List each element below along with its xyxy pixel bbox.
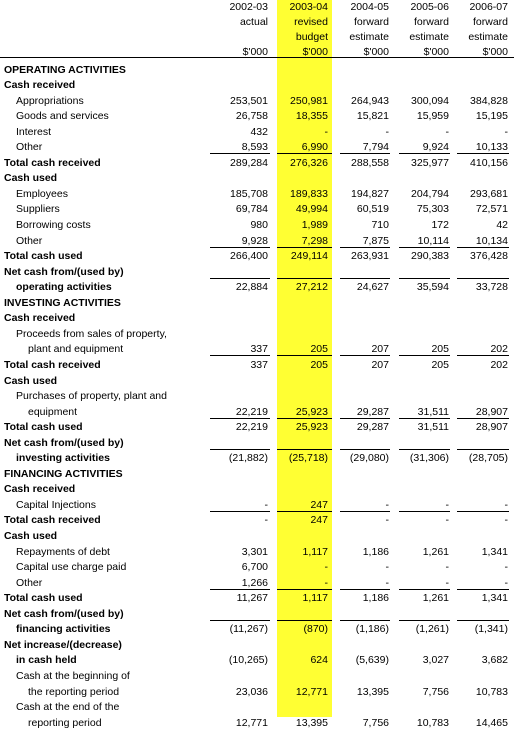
cell-2002-03: 289,284 (230, 156, 268, 169)
cell-2006-07: - (504, 498, 508, 511)
cell-2006-07: 33,728 (475, 281, 508, 294)
table-row (0, 558, 514, 574)
total-rule (399, 589, 450, 590)
total-rule (210, 620, 270, 621)
cell-2006-07: 10,783 (475, 685, 508, 698)
cell-2006-07: 15,195 (475, 110, 508, 123)
total-rule (277, 511, 332, 512)
cell-2006-07: 10,134 (475, 234, 508, 247)
row-label: Total cash received (4, 156, 101, 169)
cell-2005-06: 10,783 (416, 716, 449, 729)
row-label: Proceeds from sales of property, (16, 327, 167, 340)
cell-2002-03: (10,265) (228, 654, 268, 667)
table-row (0, 216, 514, 232)
cell-2004-05: 207 (371, 358, 389, 371)
table-row (0, 324, 514, 340)
cell-2004-05: 710 (371, 219, 389, 232)
cell-2003-04: - (324, 576, 328, 589)
cell-2002-03: (21,882) (228, 452, 268, 465)
cell-2002-03: 6,700 (241, 561, 268, 574)
cell-2004-05: 7,756 (362, 716, 389, 729)
row-label: Goods and services (16, 110, 109, 123)
cell-2006-07: 14,465 (475, 716, 508, 729)
cell-2005-06: 205 (431, 358, 449, 371)
cell-2002-03: (11,267) (229, 623, 268, 636)
cell-2006-07: 28,907 (475, 421, 508, 434)
header-line3-4: estimate (468, 31, 508, 43)
row-label: Other (16, 234, 43, 247)
cell-2004-05: 15,821 (356, 110, 389, 123)
header-years-4: 2006-07 (469, 1, 508, 13)
table-row (0, 122, 514, 138)
cell-2003-04: 205 (310, 343, 328, 356)
total-rule (340, 449, 390, 450)
total-rule (340, 278, 390, 279)
row-label: Capital Injections (16, 498, 96, 511)
table-row (0, 387, 514, 403)
row-label: Appropriations (16, 94, 84, 107)
cell-2003-04: 247 (310, 514, 328, 527)
row-label: Total cash received (4, 358, 101, 371)
cell-2006-07: 72,571 (475, 203, 508, 216)
cell-2002-03: 3,301 (241, 545, 268, 558)
cell-2002-03: 980 (250, 219, 268, 232)
table-row (0, 138, 514, 154)
cell-2006-07: 202 (490, 358, 508, 371)
row-label: FINANCING ACTIVITIES (4, 467, 123, 480)
header-line2-3: forward (413, 16, 449, 28)
cell-2004-05: - (385, 498, 389, 511)
cell-2004-05: 7,794 (362, 141, 389, 154)
row-label: Borrowing costs (16, 219, 91, 232)
table-row (0, 464, 514, 480)
cell-2003-04: 25,923 (295, 421, 328, 434)
cell-2002-03: 266,400 (230, 250, 268, 263)
header-years-3: 2005-06 (410, 1, 449, 13)
cell-2003-04: - (324, 561, 328, 574)
cell-2002-03: - (264, 498, 268, 511)
total-rule (210, 449, 270, 450)
cell-2005-06: 10,114 (417, 234, 449, 247)
row-label: the reporting period (28, 685, 120, 698)
table-row (0, 355, 514, 371)
row-label: Cash used (4, 530, 58, 543)
total-rule (210, 247, 270, 248)
total-rule (210, 589, 270, 590)
table-row (0, 713, 514, 729)
total-rule (457, 355, 509, 356)
row-label: Suppliers (16, 203, 60, 216)
total-rule (340, 355, 390, 356)
table-row (0, 620, 514, 636)
table-row (0, 184, 514, 200)
table-row (0, 309, 514, 325)
cell-2005-06: 204,794 (411, 187, 449, 200)
cell-2004-05: - (385, 125, 389, 138)
row-label: Cash used (4, 374, 58, 387)
row-label: Repayments of debt (16, 545, 110, 558)
total-rule (399, 278, 450, 279)
cell-2002-03: 22,219 (235, 421, 268, 434)
cell-2006-07: - (504, 576, 508, 589)
cell-2004-05: 194,827 (351, 187, 389, 200)
table-row (0, 511, 514, 527)
cell-2003-04: - (324, 125, 328, 138)
header-units-4: $'000 (482, 46, 508, 58)
table-row (0, 153, 514, 169)
cell-2005-06: 9,924 (422, 141, 449, 154)
cell-2002-03: 432 (250, 125, 268, 138)
header-line2-4: forward (472, 16, 508, 28)
total-rule (277, 620, 332, 621)
cell-2006-07: - (504, 514, 508, 527)
table-row (0, 698, 514, 714)
table-row (0, 604, 514, 620)
cell-2003-04: 1,989 (301, 219, 328, 232)
cell-2004-05: 1,186 (362, 592, 389, 605)
cell-2006-07: 3,682 (481, 654, 508, 667)
table-row (0, 682, 514, 698)
cell-2005-06: 31,511 (417, 421, 449, 434)
table-row (0, 169, 514, 185)
header-line3-1: budget (295, 31, 328, 43)
cell-2004-05: (5,639) (355, 654, 389, 667)
row-label: equipment (28, 405, 78, 418)
cell-2004-05: 29,287 (356, 421, 389, 434)
row-label: plant and equipment (28, 343, 124, 356)
cell-2004-05: - (385, 561, 389, 574)
cell-2006-07: 28,907 (475, 405, 508, 418)
table-row (0, 247, 514, 263)
cell-2006-07: 10,133 (475, 141, 508, 154)
cell-2004-05: 29,287 (356, 405, 389, 418)
column-header (0, 0, 514, 56)
cell-2003-04: 18,355 (295, 110, 328, 123)
total-rule (399, 418, 450, 419)
cell-2004-05: 60,519 (356, 203, 389, 216)
table-row (0, 371, 514, 387)
cell-2006-07: 384,828 (470, 94, 508, 107)
cell-2005-06: (1,261) (415, 623, 449, 636)
row-label: Cash at the end of the (16, 701, 120, 714)
row-label: Total cash used (4, 421, 83, 434)
table-row (0, 589, 514, 605)
cell-2005-06: 35,594 (416, 281, 449, 294)
total-rule (457, 247, 509, 248)
header-years-0: 2002-03 (229, 1, 268, 13)
table-row (0, 527, 514, 543)
header-years-2: 2004-05 (350, 1, 389, 13)
cell-2005-06: 3,027 (422, 654, 449, 667)
cell-2005-06: - (445, 576, 449, 589)
row-label: Employees (16, 187, 68, 200)
total-rule (457, 278, 509, 279)
cell-2006-07: 42 (496, 219, 508, 232)
row-label: Cash received (4, 79, 76, 92)
total-rule (210, 418, 270, 419)
total-rule (277, 278, 332, 279)
row-label: Other (16, 141, 43, 154)
row-label: reporting period (28, 716, 102, 729)
row-label: Net increase/(decrease) (4, 638, 122, 651)
row-label: Net cash from/(used by) (4, 607, 124, 620)
row-label: Purchases of property, plant and (16, 390, 167, 403)
total-rule (277, 355, 332, 356)
row-label: Cash used (4, 172, 58, 185)
cell-2006-07: 202 (490, 343, 508, 356)
total-rule (210, 278, 270, 279)
cell-2003-04: 49,994 (295, 203, 328, 216)
row-label: OPERATING ACTIVITIES (4, 63, 126, 76)
cell-2005-06: (31,306) (409, 452, 449, 465)
total-rule (399, 355, 450, 356)
cell-2006-07: 293,681 (470, 187, 508, 200)
table-row (0, 651, 514, 667)
cell-2002-03: 23,036 (235, 685, 268, 698)
cell-2004-05: (29,080) (349, 452, 389, 465)
header-units-3: $'000 (423, 46, 449, 58)
cell-2006-07: (28,705) (468, 452, 508, 465)
cell-2005-06: - (445, 498, 449, 511)
cell-2003-04: 27,212 (295, 281, 328, 294)
table-row (0, 76, 514, 92)
cell-2004-05: 288,558 (351, 156, 389, 169)
total-rule (277, 589, 332, 590)
table-row (0, 60, 514, 76)
cell-2003-04: 7,298 (301, 234, 328, 247)
cell-2006-07: (1,341) (474, 623, 508, 636)
cell-2003-04: (25,718) (288, 452, 328, 465)
header-units-0: $'000 (242, 46, 268, 58)
total-rule (340, 153, 390, 154)
total-rule (277, 153, 332, 154)
cell-2003-04: 12,771 (295, 685, 328, 698)
total-rule (457, 449, 509, 450)
cell-2002-03: 22,219 (235, 405, 268, 418)
cell-2003-04: 189,833 (290, 187, 328, 200)
cell-2004-05: - (385, 576, 389, 589)
table-row (0, 402, 514, 418)
cell-2006-07: 1,341 (481, 545, 508, 558)
cell-2002-03: 11,267 (236, 592, 268, 605)
cell-2005-06: 290,383 (411, 250, 449, 263)
cell-2005-06: 15,959 (416, 110, 449, 123)
header-line3-3: estimate (409, 31, 449, 43)
total-rule (457, 511, 509, 512)
cell-2002-03: 337 (250, 358, 268, 371)
table-row (0, 635, 514, 651)
cell-2005-06: 300,094 (411, 94, 449, 107)
cell-2002-03: 69,784 (235, 203, 268, 216)
row-label: Cash received (4, 483, 76, 496)
row-label: Net cash from/(used by) (4, 265, 124, 278)
total-rule (277, 418, 332, 419)
row-label: INVESTING ACTIVITIES (4, 296, 121, 309)
row-label: in cash held (16, 654, 77, 667)
header-rule (0, 57, 514, 58)
table-row (0, 231, 514, 247)
cell-2004-05: 13,395 (356, 685, 389, 698)
cell-2005-06: - (445, 125, 449, 138)
cell-2004-05: 7,875 (362, 234, 389, 247)
cell-2002-03: 337 (250, 343, 268, 356)
header-line2-2: forward (353, 16, 389, 28)
row-label: operating activities (16, 281, 112, 294)
row-label: Cash received (4, 312, 76, 325)
table-row (0, 495, 514, 511)
cell-2002-03: 1,266 (241, 576, 268, 589)
cell-2004-05: 1,186 (362, 545, 389, 558)
row-label: Cash at the beginning of (16, 669, 130, 682)
cell-2003-04: 250,981 (290, 94, 328, 107)
cell-2005-06: 7,756 (422, 685, 449, 698)
row-label: Interest (16, 125, 52, 138)
cell-2003-04: (870) (303, 623, 328, 636)
header-units-1: $'000 (302, 46, 328, 58)
row-label: Capital use charge paid (16, 561, 127, 574)
cell-2002-03: 26,758 (235, 110, 268, 123)
cell-2005-06: 172 (431, 219, 449, 232)
total-rule (340, 247, 390, 248)
cell-2005-06: - (445, 561, 449, 574)
cell-2003-04: 6,990 (301, 141, 328, 154)
cell-2006-07: - (504, 561, 508, 574)
total-rule (457, 589, 509, 590)
cell-2004-05: 207 (371, 343, 389, 356)
total-rule (457, 620, 509, 621)
cell-2003-04: 1,117 (302, 545, 328, 558)
table-row (0, 449, 514, 465)
cell-2005-06: 205 (431, 343, 449, 356)
cell-2002-03: 22,884 (235, 281, 268, 294)
cell-2002-03: 253,501 (230, 94, 268, 107)
total-rule (399, 449, 450, 450)
cell-2003-04: 276,326 (290, 156, 328, 169)
header-years-1: 2003-04 (289, 1, 328, 13)
cell-2004-05: - (385, 514, 389, 527)
cell-2005-06: 31,511 (417, 405, 449, 418)
cell-2004-05: 24,627 (356, 281, 389, 294)
row-label: Total cash used (4, 250, 83, 263)
cell-2004-05: 264,943 (351, 94, 389, 107)
table-row (0, 262, 514, 278)
row-label: Total cash received (4, 514, 101, 527)
table-row (0, 573, 514, 589)
total-rule (399, 511, 450, 512)
table-row (0, 91, 514, 107)
cell-2003-04: 1,117 (302, 592, 328, 605)
cell-2003-04: 249,114 (290, 250, 328, 263)
cell-2002-03: 185,708 (230, 187, 268, 200)
cell-2005-06: 75,303 (416, 203, 449, 216)
cell-2003-04: 247 (310, 498, 328, 511)
header-line3-2: estimate (349, 31, 389, 43)
total-rule (340, 511, 390, 512)
table-row (0, 278, 514, 294)
cell-2006-07: 410,156 (470, 156, 508, 169)
table-row (0, 418, 514, 434)
total-rule (457, 153, 509, 154)
row-label: Other (16, 576, 43, 589)
cell-2006-07: 1,341 (481, 592, 508, 605)
cell-2003-04: 25,923 (295, 405, 328, 418)
cell-2005-06: 1,261 (422, 545, 449, 558)
cell-2003-04: 624 (310, 654, 328, 667)
row-label: Net cash from/(used by) (4, 436, 124, 449)
total-rule (399, 247, 450, 248)
table-row (0, 340, 514, 356)
total-rule (210, 153, 270, 154)
row-label: investing activities (16, 452, 110, 465)
cell-2005-06: - (445, 514, 449, 527)
header-units-2: $'000 (363, 46, 389, 58)
cell-2003-04: 13,395 (295, 716, 328, 729)
total-rule (399, 620, 450, 621)
total-rule (340, 620, 390, 621)
table-row (0, 293, 514, 309)
table-row (0, 433, 514, 449)
total-rule (340, 418, 390, 419)
table-row (0, 666, 514, 682)
table-row (0, 480, 514, 496)
cell-2005-06: 325,977 (411, 156, 449, 169)
table-row (0, 107, 514, 123)
row-label: financing activities (16, 623, 111, 636)
total-rule (340, 589, 390, 590)
cell-2002-03: - (264, 514, 268, 527)
table-row (0, 542, 514, 558)
total-rule (277, 449, 332, 450)
cell-2002-03: 9,928 (241, 234, 268, 247)
header-line2-0: actual (239, 16, 268, 28)
total-rule (399, 153, 450, 154)
header-line2-1: revised (294, 16, 328, 28)
row-label: Total cash used (4, 592, 83, 605)
cell-2006-07: 376,428 (470, 250, 508, 263)
cell-2003-04: 205 (310, 358, 328, 371)
total-rule (277, 247, 332, 248)
cell-2004-05: 263,931 (351, 250, 389, 263)
cell-2006-07: - (504, 125, 508, 138)
cell-2005-06: 1,261 (422, 592, 449, 605)
cell-2002-03: 8,593 (241, 141, 268, 154)
cell-2004-05: (1,186) (355, 623, 389, 636)
total-rule (210, 511, 270, 512)
total-rule (210, 355, 270, 356)
table-row (0, 200, 514, 216)
total-rule (457, 418, 509, 419)
cell-2002-03: 12,771 (235, 716, 268, 729)
